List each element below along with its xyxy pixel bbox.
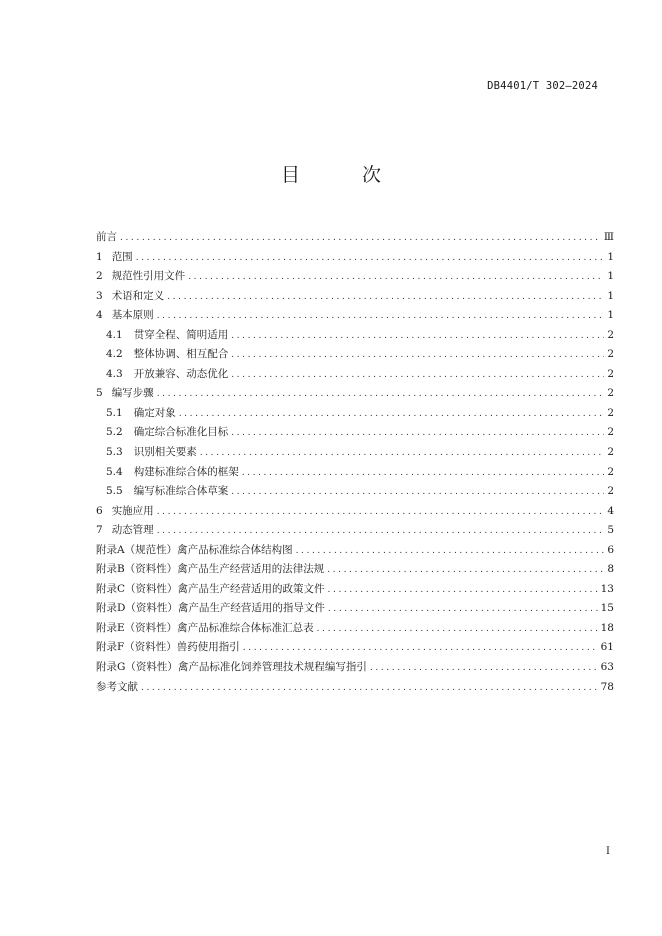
document-code: DB4401/T 302—2024 [487,80,598,92]
toc-title: 目 次 [280,164,410,186]
toc-entry-number: 5 [96,387,103,400]
toc-entry-label: 确定综合标准化目标 [133,426,229,439]
toc-entry-section-4-1[interactable] [96,326,614,346]
toc-entry-label: 规范性引用文件 [111,270,186,283]
toc-entry-label: 禽产品标准化饲养管理技术规程编写指引 [177,661,367,674]
toc-entry-number: 4.1 [106,328,123,341]
toc-entry-number: 5.5 [106,485,123,498]
toc-entry-label: 编写标准综合体草案 [133,485,229,498]
toc-entry-number: 4 [96,309,103,322]
toc-annex-tag: 附录A（规范性） [96,543,178,556]
toc-entry-page: 78 [600,680,614,693]
toc-entry-number: 1 [96,250,103,263]
toc-entry-label: 整体协调、相互配合 [133,348,229,361]
toc-entry-page: 13 [600,582,614,595]
toc-leader-dots [120,229,601,249]
toc-entry-section-5-4[interactable] [96,463,614,483]
toc-annex-tag: 附录B（资料性） [96,563,178,576]
toc-leader-dots [317,620,598,640]
toc-annex-tag: 附录D（资料性） [96,602,178,615]
toc-entry-label: 参考文献 [96,680,138,693]
toc-leader-dots [157,385,605,405]
toc-leader-dots [328,600,598,620]
toc-entry-annex-f[interactable] [96,638,614,658]
toc-entry-section-4[interactable] [96,306,614,326]
toc-leader-dots [157,307,605,327]
toc-leader-dots [188,268,604,288]
toc-entry-label: 识别相关要素 [133,446,197,459]
toc-entry-number: 4.2 [106,348,123,361]
toc-entry-label: 贯穿全程、简明适用 [133,328,229,341]
toc-entry-label: 前言 [96,231,117,243]
toc-entry-preface[interactable] [96,228,614,248]
toc-entry-section-5-2[interactable] [96,423,614,443]
toc-entry-number: 2 [96,270,103,283]
toc-entry-annex-c[interactable] [96,580,614,600]
toc-entry-section-2[interactable] [96,267,614,287]
toc-entry-page: 2 [607,465,614,478]
table-of-contents [96,228,614,697]
toc-entry-page: Ⅲ [603,231,614,243]
toc-entry-page: 2 [607,348,614,361]
toc-entry-number: 5.4 [106,465,123,478]
toc-leader-dots [296,542,605,562]
toc-entry-label: 术语和定义 [111,289,165,302]
toc-leader-dots [231,346,604,366]
toc-entry-label: 禽产品标准综合体标准汇总表 [177,621,314,634]
toc-leader-dots [328,581,598,601]
toc-entry-page: 2 [607,367,614,380]
toc-entry-page: 4 [607,504,614,517]
toc-entry-page: 8 [607,563,614,576]
toc-leader-dots [157,522,605,542]
toc-entry-page: 5 [607,524,614,537]
toc-entry-page: 2 [607,387,614,400]
toc-leader-dots [167,288,604,308]
toc-entry-number: 6 [96,504,103,517]
toc-entry-label: 构建标准综合体的框架 [133,465,239,478]
toc-entry-page: 1 [607,309,614,322]
toc-entry-section-1[interactable] [96,248,614,268]
toc-entry-page: 1 [607,289,614,302]
toc-leader-dots [141,679,598,699]
toc-leader-dots [242,464,605,484]
toc-entry-references[interactable] [96,678,614,698]
toc-leader-dots [179,405,605,425]
toc-entry-section-4-2[interactable] [96,345,614,365]
toc-entry-page: 61 [600,641,614,654]
toc-entry-label: 编写步骤 [111,387,154,400]
toc-entry-section-5[interactable] [96,384,614,404]
toc-entry-label: 禽产品生产经营适用的政策文件 [177,582,325,595]
page-number: I [606,846,610,857]
toc-entry-page: 18 [600,621,614,634]
toc-entry-number: 3 [96,289,103,302]
toc-leader-dots [157,503,605,523]
toc-entry-label: 兽药使用指引 [176,641,240,654]
toc-entry-label: 确定对象 [133,406,176,419]
toc-leader-dots [200,444,605,464]
toc-entry-number: 5.2 [106,426,123,439]
toc-leader-dots [136,249,605,269]
toc-entry-annex-d[interactable] [96,599,614,619]
toc-entry-section-5-5[interactable] [96,482,614,502]
toc-entry-page: 2 [607,446,614,459]
toc-entry-page: 1 [607,270,614,283]
toc-entry-label: 动态管理 [111,524,154,537]
toc-entry-page: 2 [607,426,614,439]
toc-entry-number: 5.1 [106,406,123,419]
toc-leader-dots [231,366,604,386]
toc-annex-tag: 附录C（资料性） [96,582,178,595]
toc-entry-section-5-1[interactable] [96,404,614,424]
toc-entry-annex-g[interactable] [96,658,614,678]
toc-entry-section-3[interactable] [96,287,614,307]
toc-entry-annex-e[interactable] [96,619,614,639]
toc-annex-tag: 附录G（资料性） [96,661,178,674]
toc-entry-section-6[interactable] [96,502,614,522]
toc-entry-label: 范围 [111,250,133,263]
toc-entry-annex-b[interactable] [96,560,614,580]
toc-entry-section-5-3[interactable] [96,443,614,463]
toc-entry-section-4-3[interactable] [96,365,614,385]
toc-leader-dots [231,483,604,503]
toc-entry-section-7[interactable] [96,521,614,541]
toc-entry-page: 2 [607,406,614,419]
toc-entry-page: 63 [600,661,614,674]
toc-entry-number: 5.3 [106,446,123,459]
toc-leader-dots [370,659,598,679]
toc-annex-tag: 附录E（资料性） [96,621,178,634]
toc-entry-page: 15 [600,602,614,615]
toc-entry-label: 开放兼容、动态优化 [133,367,229,380]
toc-entry-number: 7 [96,524,103,537]
toc-entry-page: 1 [607,250,614,263]
toc-leader-dots [231,424,604,444]
toc-entry-page: 2 [607,485,614,498]
toc-entry-page: 6 [607,543,614,556]
toc-leader-dots [231,327,604,347]
toc-entry-label: 禽产品生产经营适用的指导文件 [177,602,325,615]
toc-leader-dots [327,561,604,581]
toc-annex-tag: 附录F（资料性） [96,641,177,654]
toc-entry-page: 2 [607,328,614,341]
toc-entry-label: 基本原则 [111,309,154,322]
toc-entry-label: 实施应用 [111,504,154,517]
toc-entry-number: 4.3 [106,367,123,380]
toc-entry-label: 禽产品生产经营适用的法律法规 [177,563,325,576]
toc-entry-label: 禽产品标准综合体结构图 [177,543,293,556]
toc-leader-dots [243,639,598,659]
toc-entry-annex-a[interactable] [96,541,614,561]
